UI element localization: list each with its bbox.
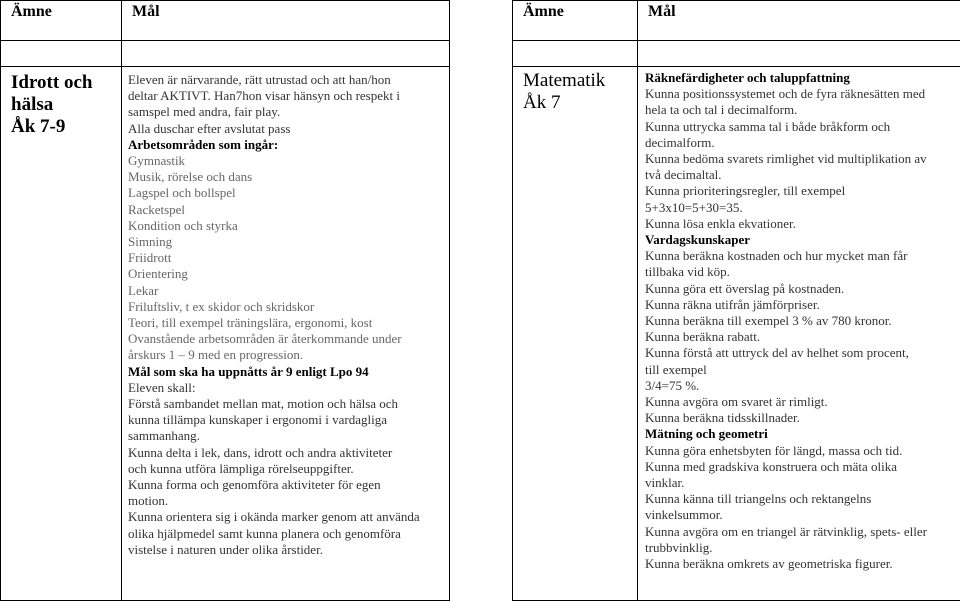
subject-header: Ämne <box>11 3 52 20</box>
goal-line: Simning <box>128 234 173 250</box>
goal-line: till exempel <box>645 361 707 377</box>
goal-line: Kunna beräkna till exempel 3 % av 780 kronor. <box>645 313 892 329</box>
goal-line: Kunna med gradskiva konstruera och mäta olika <box>645 458 897 474</box>
goal-line: Alla duschar efter avslutat pass <box>128 120 291 136</box>
goal-line: Förstå sambandet mellan mat, motion och hälsa och <box>128 396 399 412</box>
goal-line: Lekar <box>128 282 159 298</box>
goal-line: Lagspel och bollspel <box>128 185 236 201</box>
goal-header: Mål <box>648 3 676 20</box>
section-heading: Vardagskunskaper <box>645 232 751 248</box>
goal-line: Kunna beräkna tidsskillnader. <box>645 410 800 426</box>
subject-name-cont: hälsa <box>11 94 54 115</box>
goal-line: Eleven är närvarande, rätt utrustad och att han/hon <box>128 72 391 87</box>
goal-line: vistelse i naturen under olika årstider. <box>128 541 323 557</box>
goal-line: Kunna orientera sig i okända marker genom att använda <box>128 509 420 525</box>
goal-line: Kunna avgöra om svaret är rimligt. <box>645 394 828 410</box>
goal-line: olika hjälpmedel samt kunna planera och genomföra <box>128 525 401 541</box>
subject-header-cell <box>513 1 638 41</box>
goal-line: samspel med andra, fair play. <box>128 104 281 120</box>
subject-name: Idrott och <box>11 72 93 93</box>
goal-line: Ovanstående arbetsområden är återkommande under <box>128 331 402 347</box>
goal-line: Kunna forma och genomföra aktiviteter för egen <box>128 477 381 493</box>
grade-label: Åk 7 <box>523 92 561 113</box>
goal-line: Racketspel <box>128 201 186 217</box>
goal-line: Kunna uttrycka samma tal i både bråkform och <box>645 118 891 134</box>
goal-line: vinkelsummor. <box>645 507 723 523</box>
section-heading: Mätning och geometri <box>645 426 768 442</box>
header-row <box>513 1 960 41</box>
goal-line: Kunna prioriteringsregler, till exempel <box>645 183 846 199</box>
goal-line: Teori, till exempel träningslära, ergonomi, kost <box>128 315 373 331</box>
goal-line: 5+3x10=5+30=35. <box>645 199 743 215</box>
goals-cell <box>638 67 960 601</box>
goal-line: Kunna beräkna kostnaden och hur mycket man får <box>645 248 908 264</box>
spacer-row <box>513 41 960 67</box>
goal-line: decimalform. <box>645 134 715 150</box>
goal-line: Musik, rörelse och dans <box>128 169 253 185</box>
goal-line: Kunna lösa enkla ekvationer. <box>645 215 796 231</box>
section-heading: Mål som ska ha uppnåtts år 9 enligt Lpo 94 <box>128 363 369 379</box>
content-row <box>1 67 450 601</box>
goals-cell <box>122 67 450 601</box>
goal-line: kunna tillämpa kunskaper i ergonomi i vardagliga <box>128 412 387 428</box>
goal-line: årskurs 1 – 9 med en progression. <box>128 347 304 363</box>
goal-line: tillbaka vid köp. <box>645 264 730 280</box>
section-heading: Arbetsområden som ingår: <box>128 136 279 152</box>
goal-line: sammanhang. <box>128 428 200 444</box>
goal-line: Kunna beräkna rabatt. <box>645 329 761 345</box>
goal-line: vinklar. <box>645 475 685 491</box>
goal-line: Kunna positionssystemet och de fyra räknesätten med <box>645 86 926 102</box>
goal-line: Kunna känna till triangelns och rektangelns <box>645 491 872 507</box>
goal-line: Friluftsliv, t ex skidor och skridskor <box>128 298 315 314</box>
goal-line: motion. <box>128 493 169 509</box>
section-heading: Räknefärdigheter och taluppfattning <box>645 70 850 85</box>
goal-line: trubbvinklig. <box>645 539 713 555</box>
goal-line: Kunna delta i lek, dans, idrott och andra aktiviteter <box>128 444 393 460</box>
goal-line: Kunna beräkna omkrets av geometriska figurer. <box>645 556 893 572</box>
left-table <box>0 0 450 601</box>
content-row <box>513 67 960 601</box>
goal-header: Mål <box>132 3 160 20</box>
goal-line: Friidrott <box>128 250 172 266</box>
goal-line: Kunna göra ett överslag på kostnaden. <box>645 280 845 296</box>
goal-line: Kunna förstå att uttryck del av helhet som procent, <box>645 345 909 361</box>
goal-line: hela ta och tal i decimalform. <box>645 102 798 118</box>
goal-line: deltar AKTIVT. Han7hon visar hänsyn och respekt i <box>128 88 400 104</box>
subject-header-cell <box>1 1 122 41</box>
right-table <box>512 0 960 601</box>
spacer-row <box>1 41 450 67</box>
header-row <box>1 1 450 41</box>
subject-cell <box>513 67 638 601</box>
subject-name: Matematik <box>523 70 606 91</box>
goal-line: Eleven skall: <box>128 379 196 395</box>
goal-line: Kondition och styrka <box>128 217 238 233</box>
goal-line: 3/4=75 %. <box>645 377 700 393</box>
subject-header: Ämne <box>523 3 564 20</box>
goal-line: två decimaltal. <box>645 167 722 183</box>
goal-header-cell <box>638 1 960 41</box>
goal-line: Orientering <box>128 266 188 282</box>
goal-header-cell <box>122 1 450 41</box>
goal-line: Kunna räkna utifrån jämförpriser. <box>645 296 820 312</box>
goal-line: Kunna göra enhetsbyten för längd, massa och tid. <box>645 442 903 458</box>
subject-cell <box>1 67 122 601</box>
goal-line: Gymnastik <box>128 153 186 169</box>
goal-line: Kunna bedöma svarets rimlighet vid multiplikation av <box>645 151 927 167</box>
grade-label: Åk 7-9 <box>11 116 66 137</box>
goal-line: och kunna utföra lämpliga rörelseuppgifter. <box>128 460 354 476</box>
goal-line: Kunna avgöra om en triangel är rätvinklig, spets- eller <box>645 523 927 539</box>
